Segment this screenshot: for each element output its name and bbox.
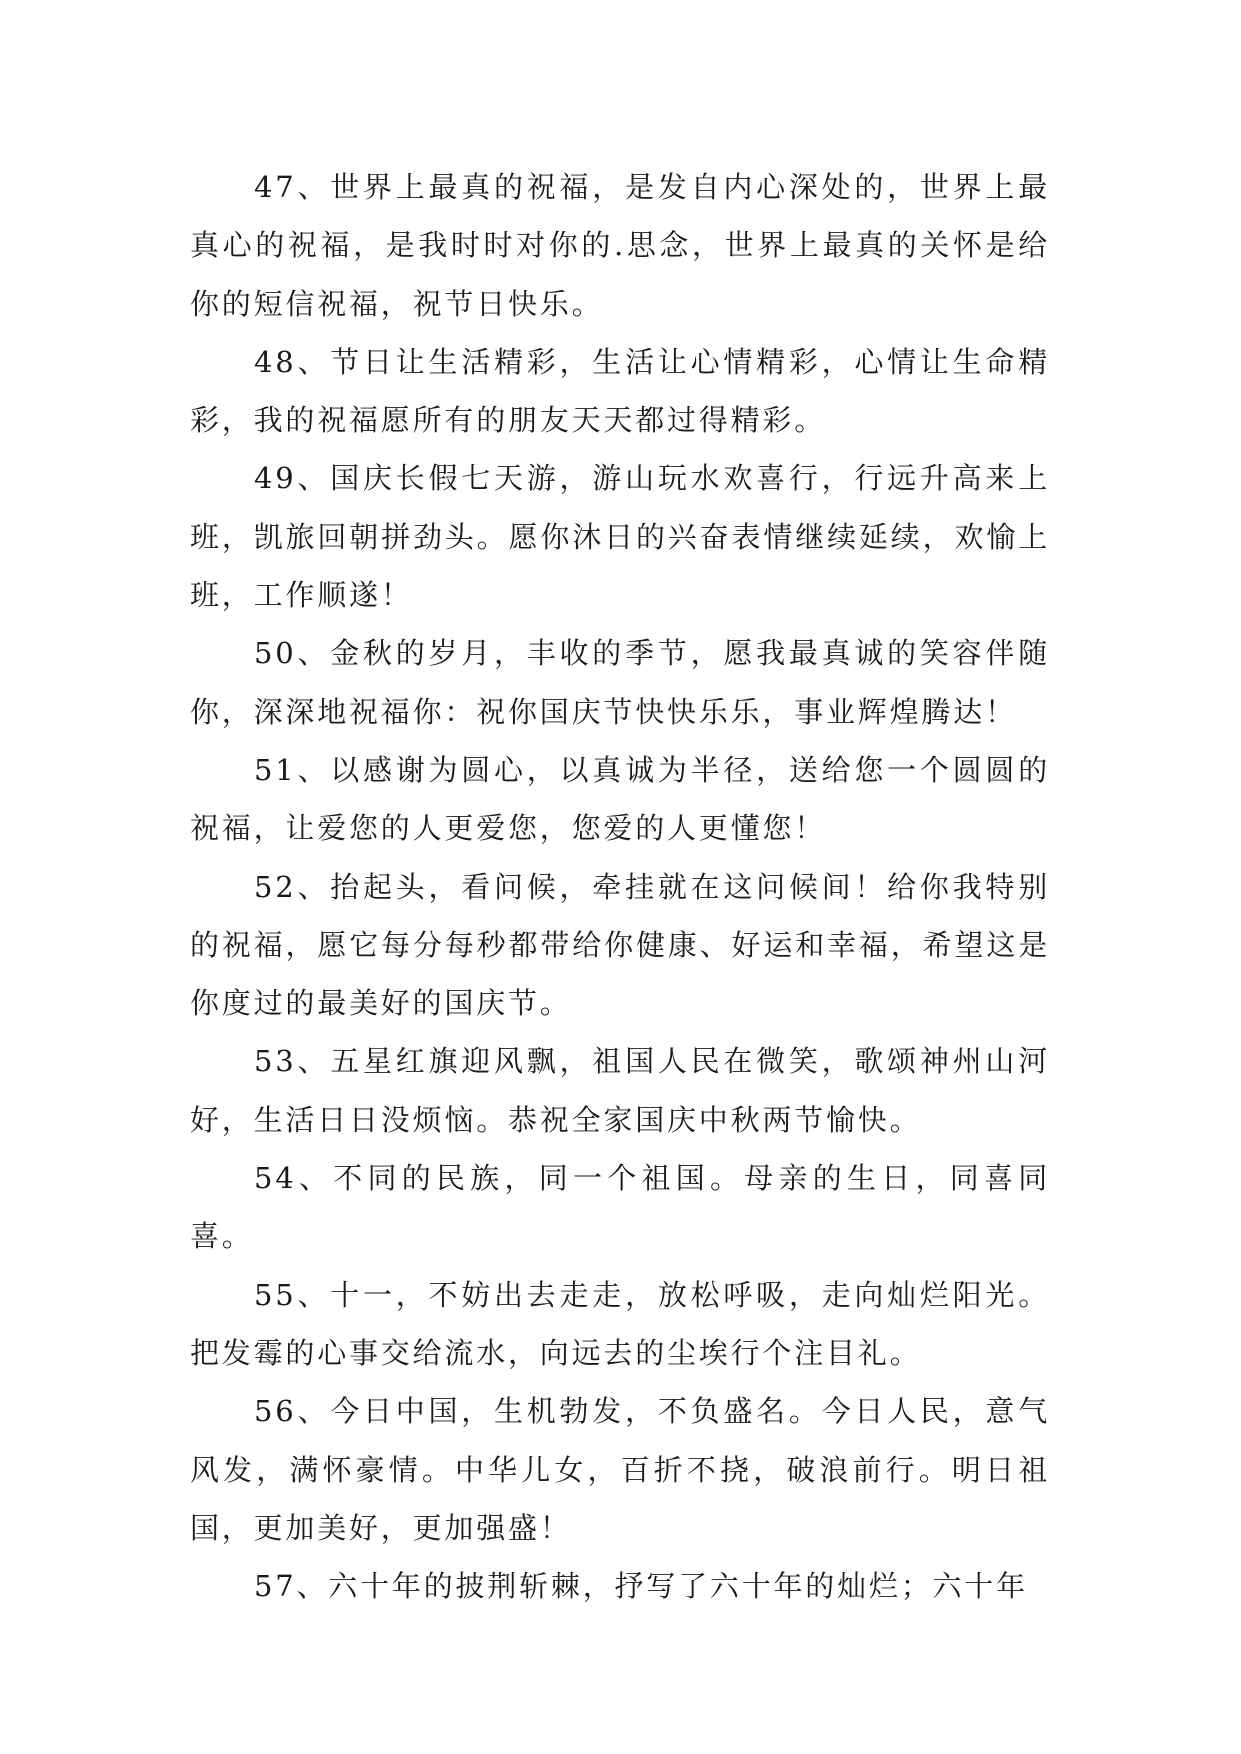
paragraph-57: 57、六十年的披荆斩棘，抒写了六十年的灿烂；六十年 [254,1569,1028,1604]
paragraph-50: 50、金秋的岁月，丰收的季节，愿我最真诚的笑容伴随你，深深地祝福你：祝你国庆节快快乐乐，事业辉煌腾达！ [190,636,1050,729]
paragraph-51: 51、以感谢为圆心，以真诚为半径，送给您一个圆圆的祝福，让爱您的人更爱您，您爱的人更懂您！ [190,752,1050,846]
paragraph-49: 49、国庆长假七天游，游山玩水欢喜行，行远升高来上班，凯旅回朝拼劲头。愿你沐日的兴奋表情继续延续，欢愉上班，工作顺遂！ [190,461,1050,613]
paragraph-48: 48、节日让生活精彩，生活让心情精彩，心情让生命精彩，我的祝福愿所有的朋友天天都过得精彩。 [190,344,1050,438]
paragraph-52: 52、抬起头，看问候，牵挂就在这问候间！给你我特别的祝福，愿它每分每秒都带给你健康、好运和幸福，希望这是你度过的最美好的国庆节。 [190,869,1050,1021]
paragraph-47: 47、世界上最真的祝福，是发自内心深处的，世界上最真心的祝福，是我时时对你的.思念，世界上最真的关怀是给你的短信祝福，祝节日快乐。 [190,170,1050,321]
paragraph-55: 55、十一，不妨出去走走，放松呼吸，走向灿烂阳光。把发霉的心事交给流水，向远去的尘埃行个注目礼。 [190,1277,1050,1370]
document-body [190,158,1050,1615]
paragraph-54: 54、不同的民族，同一个祖国。母亲的生日，同喜同喜。 [190,1161,1050,1254]
paragraph-56: 56、今日中国，生机勃发，不负盛名。今日人民，意气风发，满怀豪情。中华儿女，百折不挠，破浪前行。明日祖国，更加美好，更加强盛！ [190,1394,1050,1545]
paragraph-53: 53、五星红旗迎风飘，祖国人民在微笑，歌颂神州山河好，生活日日没烦恼。恭祝全家国庆中秋两节愉快。 [190,1044,1050,1137]
